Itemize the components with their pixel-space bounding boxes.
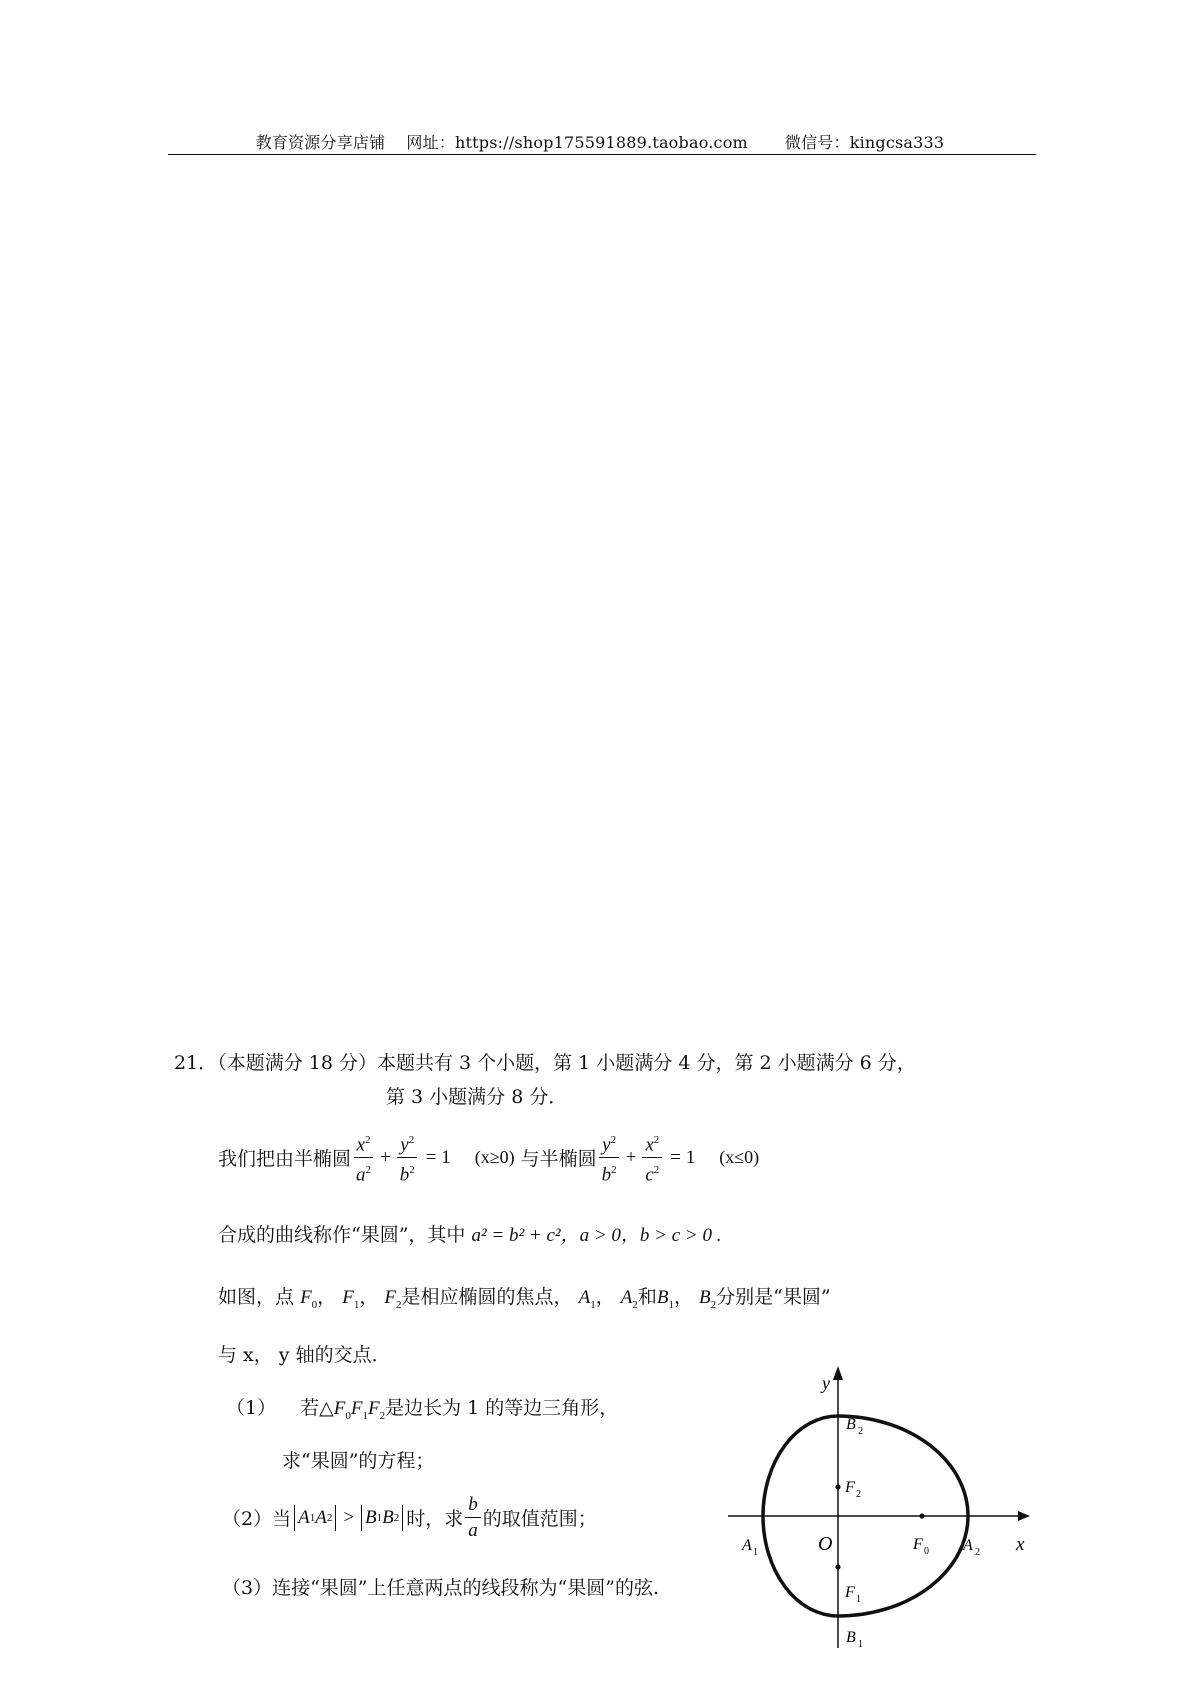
- parameter-relation: a² = b² + c²，a > 0，b > c > 0 .: [471, 1225, 722, 1246]
- text-foci: 是相应椭圆的焦点，: [401, 1286, 573, 1308]
- label-f0-sub: 0: [924, 1546, 929, 1557]
- label-f2-sub: 2: [856, 1489, 861, 1500]
- label-y: y: [822, 1373, 830, 1393]
- text-resp: 分别是“果圆”: [716, 1286, 831, 1308]
- x-axis-arrow: [1018, 1511, 1030, 1521]
- focus-f0-point: [919, 1513, 924, 1518]
- text-we: 我们把由半椭圆: [218, 1148, 352, 1171]
- label-f1: F: [845, 1584, 855, 1601]
- label-a1: A: [742, 1537, 752, 1554]
- text-combined: 合成的曲线称作“果圆”，其中: [218, 1224, 466, 1246]
- focus-f2-point: [835, 1484, 840, 1489]
- label-b1-sub: 1: [858, 1639, 863, 1650]
- question-2-text-b: 的取值范围；: [482, 1508, 597, 1530]
- question-1-line-2: 求“果圆”的方程；: [282, 1450, 435, 1472]
- label-f2: F: [845, 1479, 855, 1496]
- label-b2-sub: 2: [858, 1426, 863, 1437]
- problem-intro-line-2: 第 3 小题满分 8 分．: [386, 1086, 568, 1108]
- condition-x-nonpos: (x≤0): [719, 1147, 760, 1168]
- question-2-line: （2）当 A 1 A 2 > B 1 B 2 时，求 $\frac{b}{a}$ 的取值范围；: [222, 1494, 597, 1541]
- text-and2: 和: [637, 1286, 657, 1308]
- label-x: x: [1016, 1534, 1025, 1555]
- figure-description-line: 如图，点 $F_0$， $F_1$， $F_2$是相应椭圆的焦点， $A_1$， $A_2$和$B_1$， $B_2$分别是“果圆”: [218, 1286, 831, 1311]
- text-and: 与半椭圆: [520, 1148, 597, 1171]
- condition-x-nonneg: (x≥0): [474, 1147, 515, 1168]
- fraction-x2-a2: $\frac{x^2}{a^2}$: [353, 1128, 374, 1188]
- label-origin: O: [818, 1533, 833, 1555]
- question-1-line-1: （1） 若$\triangle F_0F_1F_2$是边长为 1 的等边三角形，: [226, 1397, 619, 1422]
- axes-line: 与 x， y 轴的交点．: [218, 1344, 391, 1366]
- text-fig: 如图，点: [218, 1286, 295, 1308]
- fraction-x2-c2: $\frac{x^2}{c^2}$: [642, 1128, 662, 1188]
- label-a2: A: [963, 1537, 973, 1554]
- label-f0: F: [913, 1536, 923, 1553]
- problem-intro-1: （本题满分 18 分）本题共有 3 个小题，第 1 小题满分 4 分，第 2 小题满分 6 分，: [217, 1052, 916, 1074]
- question-2-number: （2）当: [222, 1508, 292, 1530]
- label-f1-sub: 1: [856, 1594, 861, 1605]
- equation-line: 我们把由半椭圆 $\frac{x^2}{a^2}$ + $\frac{y^2}{b^2}$ = 1 (x≥0) 与半椭圆 $\frac{y^2}{b^2}$ + $\frac{x^2}{c^2}$ = 1 (x≤0): [218, 1128, 759, 1188]
- fraction-b-over-a: $\frac{b}{a}$: [465, 1492, 481, 1543]
- problem-number: 21．: [174, 1052, 218, 1074]
- page-header: 教育资源分享店铺 网址：https://shop175591889.taobao.com 微信号：kingcsa333: [255, 133, 945, 152]
- label-a2-sub: 2: [975, 1547, 980, 1558]
- label-a1-sub: 1: [753, 1547, 758, 1558]
- fraction-y2-b2: $\frac{y^2}{b^2}$: [397, 1128, 418, 1188]
- label-b2: B: [846, 1416, 856, 1433]
- question-1-number: （1）: [226, 1397, 277, 1419]
- question-1-text-a: 若△: [300, 1397, 334, 1419]
- focus-f1-point: [835, 1564, 840, 1569]
- label-b1: B: [846, 1629, 856, 1646]
- question-3-line: （3）连接“果圆”上任意两点的线段称为“果圆”的弦.: [222, 1577, 659, 1599]
- fraction-y2-b2-second: $\frac{y^2}{b^2}$: [599, 1128, 620, 1188]
- y-axis-arrow: [833, 1366, 843, 1380]
- question-1-text-b: 是边长为 1 的等边三角形，: [385, 1397, 619, 1419]
- question-2-text-a: 时，求: [406, 1508, 464, 1530]
